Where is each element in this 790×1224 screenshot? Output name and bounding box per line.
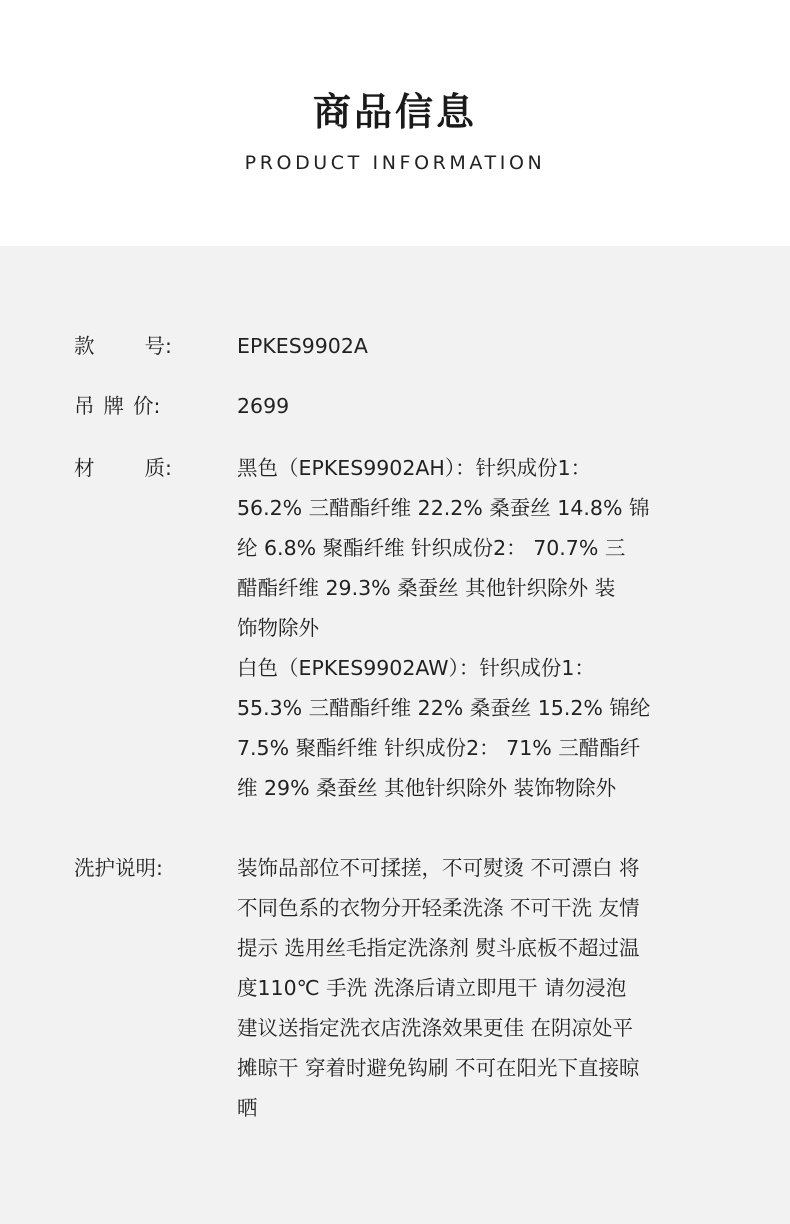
material-line: 维 29% 桑蚕丝 其他针织除外 装饰物除外 <box>237 776 617 800</box>
care-line: 摊晾干 穿着时避免钩刷 不可在阳光下直接晾 <box>237 1056 640 1080</box>
material-label <box>74 448 172 488</box>
tag-price-label-char: 牌 <box>103 394 124 418</box>
material-line: 饰物除外 <box>237 616 319 640</box>
material-line: 7.5% 聚酯纤维 针织成份2： 71% 三醋酯纤 <box>237 736 641 760</box>
style-number-label <box>74 326 172 366</box>
care-line: 建议送指定洗衣店洗涤效果更佳 在阴凉处平 <box>237 1016 634 1040</box>
care-line: 不同色系的衣物分开轻柔洗涤 不可干洗 友情 <box>237 896 640 920</box>
care-instructions-value <box>237 848 737 1128</box>
material-line: 醋酯纤维 29.3% 桑蚕丝 其他针织除外 装 <box>237 576 616 600</box>
style-number-label-char: 款 <box>74 334 95 358</box>
tag-price-label-char: 价: <box>133 394 161 418</box>
page-header <box>0 0 790 246</box>
care-line: 度110℃ 手洗 洗涤后请立即甩干 请勿浸泡 <box>237 976 627 1000</box>
tag-price-value: 2699 <box>237 394 290 418</box>
material-line: 纶 6.8% 聚酯纤维 针织成份2： 70.7% 三 <box>237 536 626 560</box>
style-number-value: EPKES9902A <box>237 334 368 358</box>
care-instructions-label: 洗护说明: <box>74 856 163 880</box>
material-line: 白色（EPKES9902AW）：针织成份1： <box>237 656 595 680</box>
material-line: 56.2% 三醋酯纤维 22.2% 桑蚕丝 14.8% 锦 <box>237 496 650 520</box>
material-value <box>237 448 737 808</box>
material-label-char: 质: <box>144 456 172 480</box>
care-line: 装饰品部位不可揉搓，不可熨烫 不可漂白 将 <box>237 856 640 880</box>
care-line: 晒 <box>237 1096 258 1120</box>
page-subtitle: PRODUCT INFORMATION <box>244 152 546 174</box>
material-label-char: 材 <box>74 456 95 480</box>
material-line: 55.3% 三醋酯纤维 22% 桑蚕丝 15.2% 锦纶 <box>237 696 651 720</box>
style-number-label-char: 号: <box>144 334 172 358</box>
care-line: 提示 选用丝毛指定洗涤剂 熨斗底板不超过温 <box>237 936 640 960</box>
tag-price-label <box>74 386 160 426</box>
product-info-panel <box>0 246 790 1224</box>
tag-price-label-char: 吊 <box>74 394 95 418</box>
page-title: 商品信息 <box>312 90 477 134</box>
material-line: 黑色（EPKES9902AH）：针织成份1： <box>237 456 592 480</box>
